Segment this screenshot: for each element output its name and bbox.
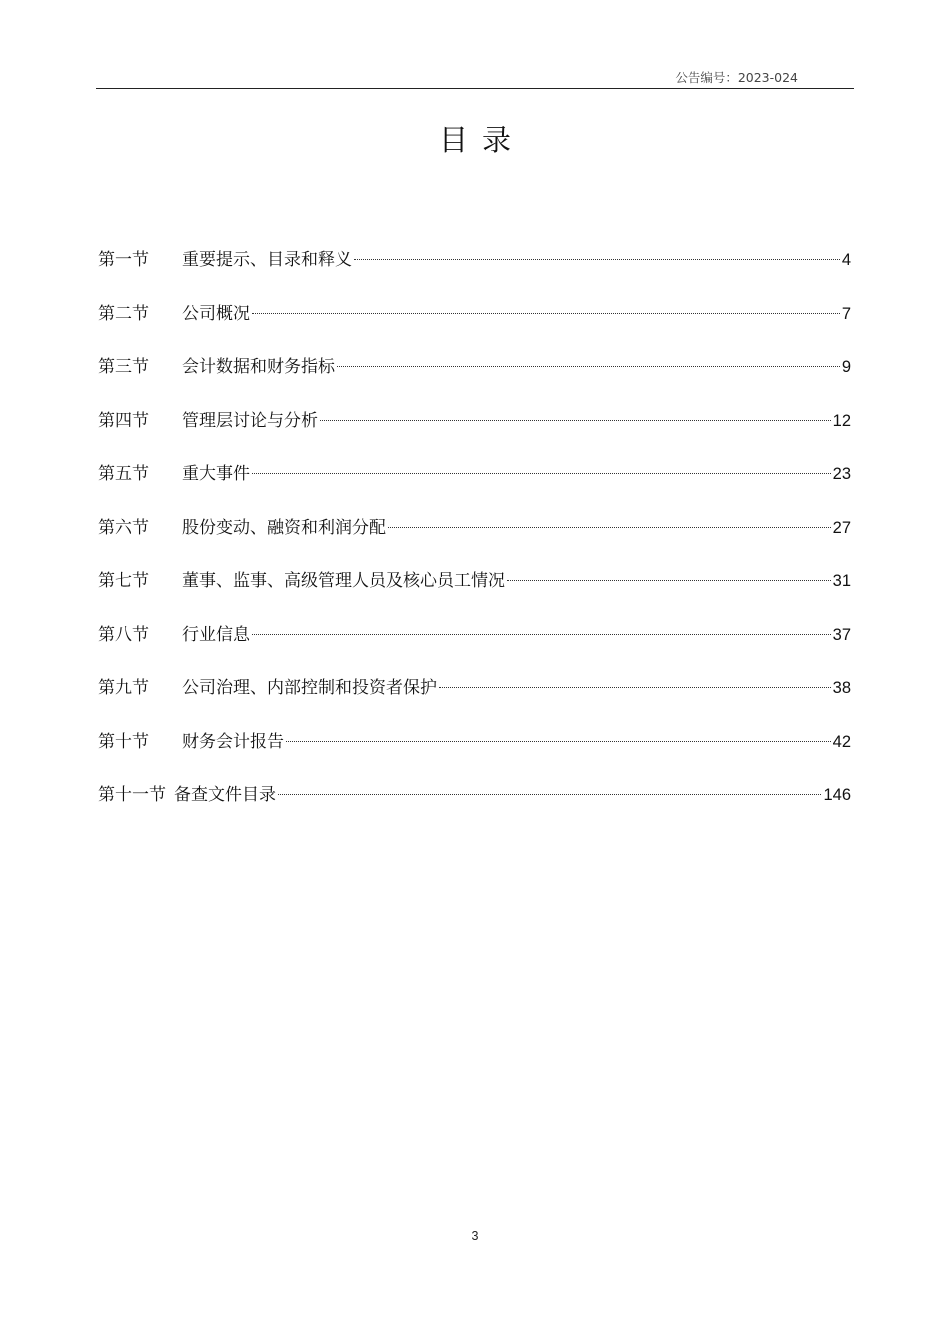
toc-dot-leader xyxy=(252,634,831,635)
toc-entry[interactable] xyxy=(98,779,851,833)
toc-page-number: 31 xyxy=(832,572,851,590)
toc-dot-leader xyxy=(252,473,831,474)
toc-dot-leader xyxy=(337,366,840,367)
toc-section-number: 第十一节 xyxy=(98,785,166,805)
toc-entry[interactable] xyxy=(98,351,851,405)
announcement-code: 公告编号：2023-024 xyxy=(675,70,798,85)
toc-page-number: 4 xyxy=(841,251,851,269)
toc-dot-leader xyxy=(507,580,831,581)
toc-section-title: 备查文件目录 xyxy=(174,785,276,805)
toc-dot-leader xyxy=(278,794,821,795)
toc-dot-leader xyxy=(252,313,840,314)
toc-entry[interactable] xyxy=(98,405,851,459)
toc-section-number: 第五节 xyxy=(98,464,149,484)
toc-section-title: 公司概况 xyxy=(182,303,250,324)
toc-section-title: 股份变动、融资和利润分配 xyxy=(182,517,386,538)
page-number: 3 xyxy=(471,1229,479,1243)
toc-page-number: 146 xyxy=(823,786,851,804)
toc-section-title: 重大事件 xyxy=(182,464,250,484)
toc-entry[interactable] xyxy=(98,565,851,619)
toc-page-number: 42 xyxy=(832,732,851,751)
toc-section-number: 第七节 xyxy=(98,571,149,591)
toc-section-number: 第四节 xyxy=(98,410,149,431)
toc-section-title: 重要提示、目录和释义 xyxy=(182,250,352,270)
toc-page-number: 7 xyxy=(841,304,851,323)
toc-entry[interactable] xyxy=(98,458,851,512)
toc-dot-leader xyxy=(354,259,840,260)
toc-section-number: 第六节 xyxy=(98,517,149,538)
toc-entry[interactable] xyxy=(98,619,851,673)
toc-entry[interactable] xyxy=(98,298,851,352)
toc-section-title: 管理层讨论与分析 xyxy=(182,410,318,431)
toc-dot-leader xyxy=(320,420,831,421)
toc-page-number: 9 xyxy=(841,358,851,376)
toc-entry[interactable] xyxy=(98,512,851,566)
toc-entry[interactable] xyxy=(98,726,851,780)
toc-dot-leader xyxy=(286,741,831,742)
toc-entry[interactable] xyxy=(98,672,851,726)
toc-section-number: 第一节 xyxy=(98,250,149,270)
toc-section-title: 财务会计报告 xyxy=(182,731,284,752)
toc-list xyxy=(98,244,851,833)
toc-title: 目录 xyxy=(438,123,525,157)
toc-section-number: 第九节 xyxy=(98,678,149,698)
toc-section-title: 公司治理、内部控制和投资者保护 xyxy=(182,678,437,698)
toc-page-number: 12 xyxy=(832,411,851,430)
toc-page-number: 38 xyxy=(832,679,851,697)
toc-section-title: 董事、监事、高级管理人员及核心员工情况 xyxy=(182,571,505,591)
toc-section-title: 行业信息 xyxy=(182,624,250,645)
toc-section-number: 第三节 xyxy=(98,357,149,377)
toc-page-number: 27 xyxy=(832,518,851,537)
toc-dot-leader xyxy=(388,527,831,528)
toc-section-number: 第八节 xyxy=(98,624,149,645)
toc-entry[interactable] xyxy=(98,244,851,298)
toc-section-title: 会计数据和财务指标 xyxy=(182,357,335,377)
page-header xyxy=(96,62,854,89)
toc-section-number: 第十节 xyxy=(98,731,149,752)
toc-page-number: 23 xyxy=(832,465,851,483)
toc-section-number: 第二节 xyxy=(98,303,149,324)
toc-page-number: 37 xyxy=(832,625,851,644)
toc-dot-leader xyxy=(439,687,831,688)
